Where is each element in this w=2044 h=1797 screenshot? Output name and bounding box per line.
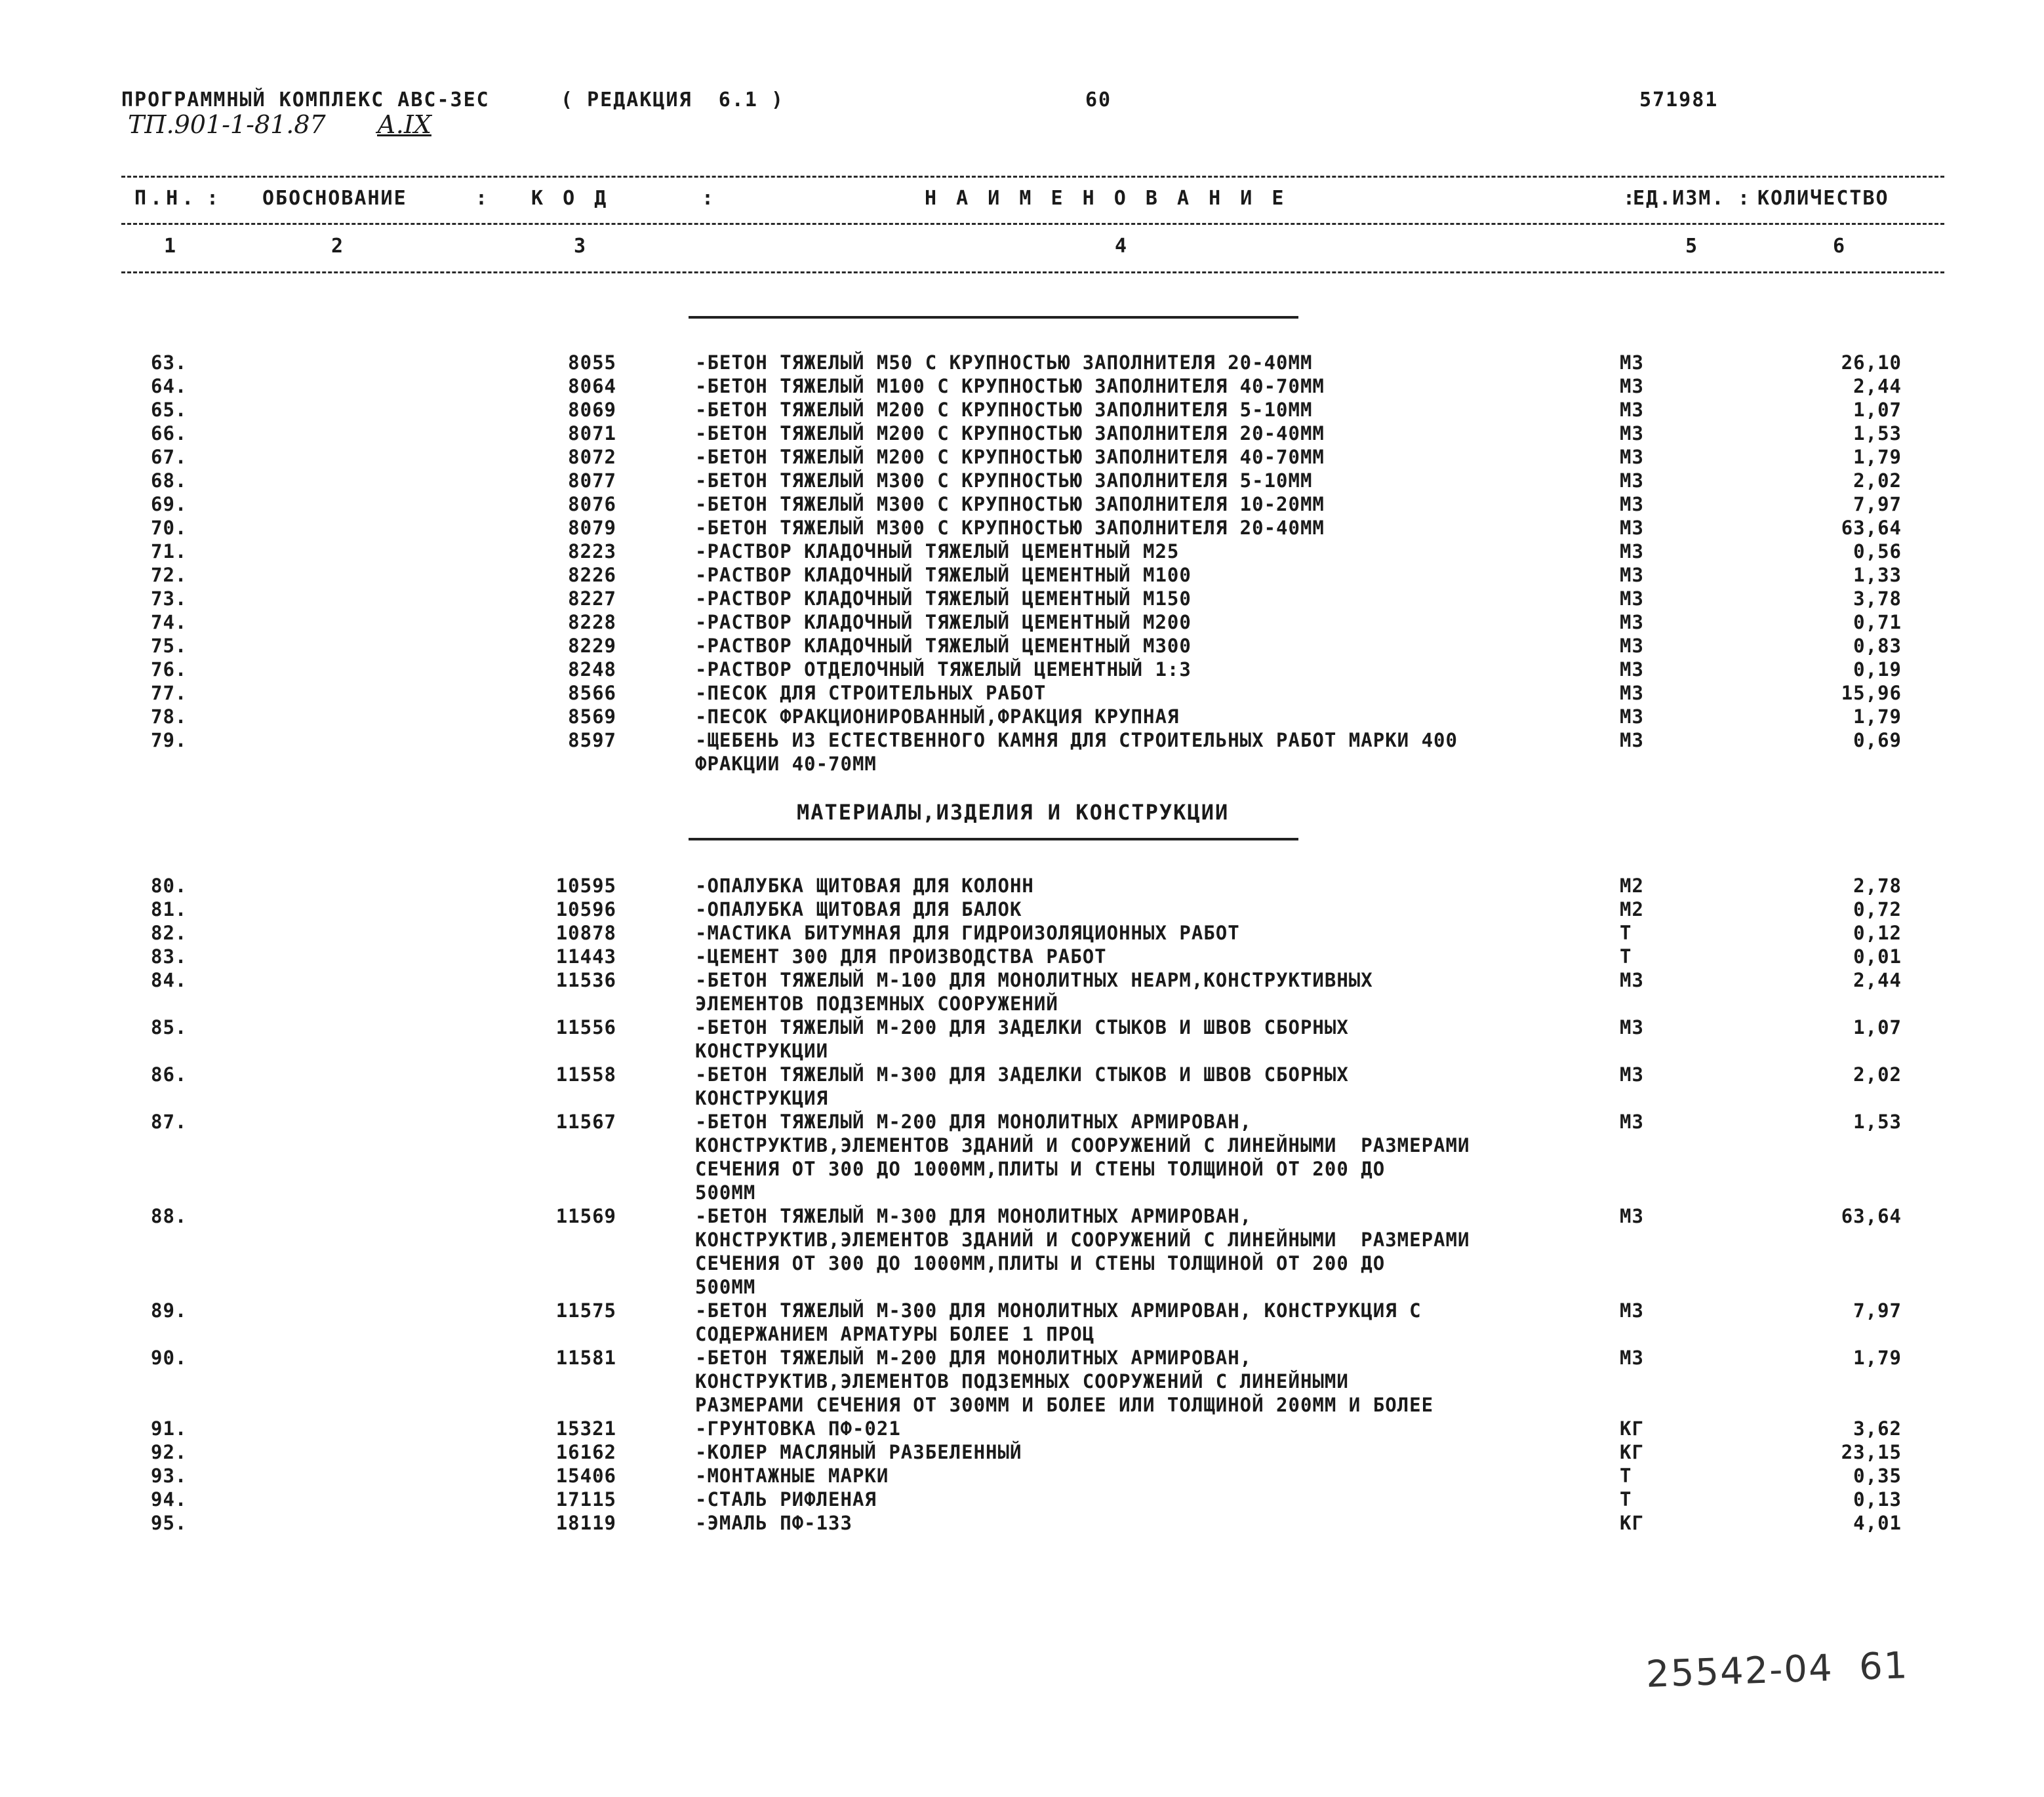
row-number: 90. <box>151 1347 188 1369</box>
col-number-5: 5 <box>1685 235 1698 258</box>
row-name: -ГРУНТОВКА ПФ-021 <box>695 1417 901 1440</box>
row-unit: М3 <box>1620 351 1644 374</box>
row-name: -БЕТОН ТЯЖЕЛЫЙ М-200 ДЛЯ МОНОЛИТНЫХ АРМИРОВАН, КОНСТРУКТИВ,ЭЛЕМЕНТОВ ПОДЗЕМНЫХ СООРУЖЕНИЙ С ЛИНЕЙНЫМИ РАЗМЕРАМИ СЕЧЕНИЯ ОТ 300ММ И БОЛЕЕ ИЛИ ТОЛЩИНОЙ 200ММ И БОЛЕЕ <box>695 1347 1434 1416</box>
row-number: 93. <box>151 1465 188 1487</box>
row-quantity: 1,79 <box>1853 1347 1902 1369</box>
row-name: -БЕТОН ТЯЖЕЛЫЙ М300 С КРУПНОСТЬЮ ЗАПОЛНИТЕЛЯ 20-40ММ <box>695 517 1325 539</box>
row-unit: М3 <box>1620 1347 1644 1369</box>
row-number: 92. <box>151 1441 188 1463</box>
handwritten-stamp: 25542-04 61 <box>1645 1644 1910 1696</box>
row-name: -БЕТОН ТЯЖЕЛЫЙ М200 С КРУПНОСТЬЮ ЗАПОЛНИТЕЛЯ 5-10ММ <box>695 399 1313 421</box>
page-number: 60 <box>1085 89 1112 111</box>
row-quantity: 1,79 <box>1853 446 1902 468</box>
row-unit: М3 <box>1620 446 1644 468</box>
row-number: 85. <box>151 1016 188 1038</box>
row-quantity: 1,79 <box>1853 705 1902 728</box>
row-name: -БЕТОН ТЯЖЕЛЫЙ М100 С КРУПНОСТЬЮ ЗАПОЛНИТЕЛЯ 40-70ММ <box>695 375 1325 397</box>
row-code: 11569 <box>555 1205 616 1227</box>
row-quantity: 0,72 <box>1853 898 1902 920</box>
row-code: 11558 <box>555 1063 616 1086</box>
row-code: 11581 <box>555 1347 616 1369</box>
row-quantity: 1,33 <box>1853 564 1902 586</box>
row-unit: М3 <box>1620 493 1644 515</box>
col-number-6: 6 <box>1833 235 1845 258</box>
row-unit: М2 <box>1620 898 1644 920</box>
row-name: -РАСТВОР КЛАДОЧНЫЙ ТЯЖЕЛЫЙ ЦЕМЕНТНЫЙ М300 <box>695 635 1192 657</box>
row-quantity: 0,71 <box>1853 611 1902 633</box>
row-unit: М3 <box>1620 682 1644 704</box>
row-number: 75. <box>151 635 188 657</box>
row-unit: Т <box>1620 945 1632 968</box>
row-name: -БЕТОН ТЯЖЕЛЫЙ М50 С КРУПНОСТЬЮ ЗАПОЛНИТЕЛЯ 20-40ММ <box>695 351 1313 374</box>
row-code: 8229 <box>568 635 616 657</box>
row-code: 8248 <box>568 658 616 681</box>
row-number: 67. <box>151 446 188 468</box>
row-number: 66. <box>151 422 188 444</box>
col-header-unit: ЕД.ИЗМ. <box>1633 187 1725 210</box>
row-name: -СТАЛЬ РИФЛЕНАЯ <box>695 1488 877 1511</box>
row-code: 8064 <box>568 375 616 397</box>
row-unit: М3 <box>1620 969 1644 991</box>
row-number: 78. <box>151 705 188 728</box>
row-unit: Т <box>1620 1465 1632 1487</box>
row-name: -БЕТОН ТЯЖЕЛЫЙ М300 С КРУПНОСТЬЮ ЗАПОЛНИТЕЛЯ 5-10ММ <box>695 469 1313 492</box>
row-quantity: 0,56 <box>1853 540 1902 563</box>
row-number: 91. <box>151 1417 188 1440</box>
row-unit: М2 <box>1620 875 1644 897</box>
col-sep: : <box>1738 187 1750 210</box>
row-quantity: 1,07 <box>1853 399 1902 421</box>
row-quantity: 1,07 <box>1853 1016 1902 1038</box>
col-header-name: Н А И М Е Н О В А Н И Е <box>925 187 1288 210</box>
row-number: 70. <box>151 517 188 539</box>
row-number: 79. <box>151 729 188 751</box>
row-quantity: 2,02 <box>1853 469 1902 492</box>
col-header-pn: П.Н. <box>134 187 198 210</box>
row-number: 77. <box>151 682 188 704</box>
row-unit: М3 <box>1620 658 1644 681</box>
col-sep: : <box>475 187 488 210</box>
row-number: 64. <box>151 375 188 397</box>
row-name: -КОЛЕР МАСЛЯНЫЙ РАЗБЕЛЕННЫЙ <box>695 1441 1022 1463</box>
row-unit: М3 <box>1620 729 1644 751</box>
row-unit: М3 <box>1620 1299 1644 1322</box>
row-unit: КГ <box>1620 1512 1644 1534</box>
row-quantity: 2,44 <box>1853 969 1902 991</box>
row-unit: М3 <box>1620 564 1644 586</box>
row-number: 81. <box>151 898 188 920</box>
row-code: 16162 <box>555 1441 616 1463</box>
row-name: -РАСТВОР ОТДЕЛОЧНЫЙ ТЯЖЕЛЫЙ ЦЕМЕНТНЫЙ 1:3 <box>695 658 1192 681</box>
document-code: 571981 <box>1639 89 1719 111</box>
row-quantity: 26,10 <box>1841 351 1902 374</box>
row-name: -ЭМАЛЬ ПФ-133 <box>695 1512 852 1534</box>
row-name: -ПЕСОК ДЛЯ СТРОИТЕЛЬНЫХ РАБОТ <box>695 682 1047 704</box>
row-number: 80. <box>151 875 188 897</box>
row-code: 8072 <box>568 446 616 468</box>
row-code: 11556 <box>555 1016 616 1038</box>
col-header-basis: ОБОСНОВАНИЕ <box>262 187 407 210</box>
row-code: 11567 <box>555 1111 616 1133</box>
row-number: 69. <box>151 493 188 515</box>
row-code: 11536 <box>555 969 616 991</box>
row-code: 8569 <box>568 705 616 728</box>
row-unit: М3 <box>1620 540 1644 563</box>
row-quantity: 0,83 <box>1853 635 1902 657</box>
row-unit: КГ <box>1620 1417 1644 1440</box>
row-number: 87. <box>151 1111 188 1133</box>
row-quantity: 4,01 <box>1853 1512 1902 1534</box>
row-quantity: 2,44 <box>1853 375 1902 397</box>
row-code: 8227 <box>568 587 616 610</box>
row-quantity: 7,97 <box>1853 493 1902 515</box>
row-number: 68. <box>151 469 188 492</box>
row-quantity: 3,78 <box>1853 587 1902 610</box>
section-title: МАТЕРИАЛЫ,ИЗДЕЛИЯ И КОНСТРУКЦИИ <box>797 800 1230 825</box>
row-quantity: 1,53 <box>1853 422 1902 444</box>
row-quantity: 0,69 <box>1853 729 1902 751</box>
row-name: -БЕТОН ТЯЖЕЛЫЙ М-200 ДЛЯ МОНОЛИТНЫХ АРМИРОВАН, КОНСТРУКТИВ,ЭЛЕМЕНТОВ ЗДАНИЙ И СООРУЖЕНИЙ С ЛИНЕЙНЫМИ РАЗМЕРАМИ СЕЧЕНИЯ ОТ 300 ДО 1000ММ,ПЛИТЫ И СТЕНЫ ТОЛЩИНОЙ ОТ 200 ДО 500ММ <box>695 1111 1470 1204</box>
row-unit: М3 <box>1620 469 1644 492</box>
row-unit: Т <box>1620 1488 1632 1511</box>
row-name: -ЩЕБЕНЬ ИЗ ЕСТЕСТВЕННОГО КАМНЯ ДЛЯ СТРОИТЕЛЬНЫХ РАБОТ МАРКИ 400 ФРАКЦИИ 40-70ММ <box>695 729 1458 775</box>
row-name: -ОПАЛУБКА ЩИТОВАЯ ДЛЯ КОЛОНН <box>695 875 1034 897</box>
handwritten-album: А.IX <box>377 110 431 139</box>
row-unit: М3 <box>1620 375 1644 397</box>
row-code: 10878 <box>555 922 616 944</box>
row-unit: М3 <box>1620 705 1644 728</box>
row-number: 76. <box>151 658 188 681</box>
row-name: -МОНТАЖНЫЕ МАРКИ <box>695 1465 889 1487</box>
row-number: 73. <box>151 587 188 610</box>
row-name: -БЕТОН ТЯЖЕЛЫЙ М300 С КРУПНОСТЬЮ ЗАПОЛНИТЕЛЯ 10-20ММ <box>695 493 1325 515</box>
row-name: -БЕТОН ТЯЖЕЛЫЙ М200 С КРУПНОСТЬЮ ЗАПОЛНИТЕЛЯ 40-70ММ <box>695 446 1325 468</box>
row-quantity: 0,12 <box>1853 922 1902 944</box>
row-unit: М3 <box>1620 1111 1644 1133</box>
row-code: 15406 <box>555 1465 616 1487</box>
row-code: 11443 <box>555 945 616 968</box>
row-code: 8055 <box>568 351 616 374</box>
row-unit: М3 <box>1620 611 1644 633</box>
row-quantity: 1,53 <box>1853 1111 1902 1133</box>
col-number-1: 1 <box>164 235 176 258</box>
row-quantity: 7,97 <box>1853 1299 1902 1322</box>
row-unit: М3 <box>1620 1016 1644 1038</box>
col-number-3: 3 <box>574 235 586 258</box>
row-number: 86. <box>151 1063 188 1086</box>
row-quantity: 63,64 <box>1841 1205 1902 1227</box>
row-name: -БЕТОН ТЯЖЕЛЫЙ М-300 ДЛЯ МОНОЛИТНЫХ АРМИРОВАН, КОНСТРУКТИВ,ЭЛЕМЕНТОВ ЗДАНИЙ И СООРУЖЕНИЙ С ЛИНЕЙНЫМИ РАЗМЕРАМИ СЕЧЕНИЯ ОТ 300 ДО 1000ММ,ПЛИТЫ И СТЕНЫ ТОЛЩИНОЙ ОТ 200 ДО 500ММ <box>695 1205 1470 1298</box>
col-header-code: К О Д <box>531 187 611 210</box>
row-quantity: 2,02 <box>1853 1063 1902 1086</box>
row-code: 17115 <box>555 1488 616 1511</box>
row-code: 8226 <box>568 564 616 586</box>
row-code: 18119 <box>555 1512 616 1534</box>
edition-label: ( РЕДАКЦИЯ 6.1 ) <box>561 89 785 111</box>
row-name: -РАСТВОР КЛАДОЧНЫЙ ТЯЖЕЛЫЙ ЦЕМЕНТНЫЙ М100 <box>695 564 1192 586</box>
row-number: 84. <box>151 969 188 991</box>
row-name: -БЕТОН ТЯЖЕЛЫЙ М-200 ДЛЯ ЗАДЕЛКИ СТЫКОВ И ШВОВ СБОРНЫХ КОНСТРУКЦИИ <box>695 1016 1349 1062</box>
row-name: -БЕТОН ТЯЖЕЛЫЙ М-100 ДЛЯ МОНОЛИТНЫХ НЕАРМ,КОНСТРУКТИВНЫХ ЭЛЕМЕНТОВ ПОДЗЕМНЫХ СООРУЖЕНИЙ <box>695 969 1373 1015</box>
row-quantity: 23,15 <box>1841 1441 1902 1463</box>
row-name: -БЕТОН ТЯЖЕЛЫЙ М-300 ДЛЯ ЗАДЕЛКИ СТЫКОВ И ШВОВ СБОРНЫХ КОНСТРУКЦИЯ <box>695 1063 1349 1109</box>
row-code: 15321 <box>555 1417 616 1440</box>
row-name: -РАСТВОР КЛАДОЧНЫЙ ТЯЖЕЛЫЙ ЦЕМЕНТНЫЙ М150 <box>695 587 1192 610</box>
col-header-qty: КОЛИЧЕСТВО <box>1757 187 1889 210</box>
row-quantity: 2,78 <box>1853 875 1902 897</box>
row-quantity: 0,13 <box>1853 1488 1902 1511</box>
row-code: 8077 <box>568 469 616 492</box>
row-code: 8071 <box>568 422 616 444</box>
row-unit: М3 <box>1620 587 1644 610</box>
row-number: 88. <box>151 1205 188 1227</box>
row-number: 72. <box>151 564 188 586</box>
row-code: 8223 <box>568 540 616 563</box>
col-number-4: 4 <box>1115 235 1127 258</box>
handwritten-reference: ТП.901-1-81.87 <box>128 110 326 139</box>
row-name: -БЕТОН ТЯЖЕЛЫЙ М200 С КРУПНОСТЬЮ ЗАПОЛНИТЕЛЯ 20-40ММ <box>695 422 1325 444</box>
row-number: 71. <box>151 540 188 563</box>
col-sep: : <box>702 187 714 210</box>
row-number: 65. <box>151 399 188 421</box>
row-quantity: 3,62 <box>1853 1417 1902 1440</box>
row-code: 8566 <box>568 682 616 704</box>
row-number: 83. <box>151 945 188 968</box>
col-sep: : <box>207 187 219 210</box>
row-name: -РАСТВОР КЛАДОЧНЫЙ ТЯЖЕЛЫЙ ЦЕМЕНТНЫЙ М25 <box>695 540 1180 563</box>
row-number: 89. <box>151 1299 188 1322</box>
row-code: 10595 <box>555 875 616 897</box>
row-quantity: 0,01 <box>1853 945 1902 968</box>
row-unit: М3 <box>1620 1205 1644 1227</box>
row-code: 8076 <box>568 493 616 515</box>
row-unit: М3 <box>1620 399 1644 421</box>
row-code: 8079 <box>568 517 616 539</box>
row-unit: М3 <box>1620 1063 1644 1086</box>
row-name: -ПЕСОК ФРАКЦИОНИРОВАННЫЙ,ФРАКЦИЯ КРУПНАЯ <box>695 705 1180 728</box>
col-number-2: 2 <box>331 235 344 258</box>
row-name: -ОПАЛУБКА ЩИТОВАЯ ДЛЯ БАЛОК <box>695 898 1022 920</box>
row-code: 8228 <box>568 611 616 633</box>
row-quantity: 63,64 <box>1841 517 1902 539</box>
row-code: 8069 <box>568 399 616 421</box>
col-sep: : <box>1623 187 1635 210</box>
row-unit: М3 <box>1620 422 1644 444</box>
row-code: 8597 <box>568 729 616 751</box>
row-name: -МАСТИКА БИТУМНАЯ ДЛЯ ГИДРОИЗОЛЯЦИОННЫХ РАБОТ <box>695 922 1240 944</box>
row-name: -ЦЕМЕНТ 300 ДЛЯ ПРОИЗВОДСТВА РАБОТ <box>695 945 1107 968</box>
row-number: 94. <box>151 1488 188 1511</box>
row-number: 74. <box>151 611 188 633</box>
row-number: 82. <box>151 922 188 944</box>
row-unit: М3 <box>1620 635 1644 657</box>
row-code: 10596 <box>555 898 616 920</box>
row-number: 63. <box>151 351 188 374</box>
row-code: 11575 <box>555 1299 616 1322</box>
row-quantity: 0,35 <box>1853 1465 1902 1487</box>
row-number: 95. <box>151 1512 188 1534</box>
program-name: ПРОГРАММНЫЙ КОМПЛЕКС АВС-3ЕС <box>121 89 490 111</box>
row-quantity: 0,19 <box>1853 658 1902 681</box>
row-name: -РАСТВОР КЛАДОЧНЫЙ ТЯЖЕЛЫЙ ЦЕМЕНТНЫЙ М200 <box>695 611 1192 633</box>
row-unit: КГ <box>1620 1441 1644 1463</box>
row-quantity: 15,96 <box>1841 682 1902 704</box>
row-unit: Т <box>1620 922 1632 944</box>
row-unit: М3 <box>1620 517 1644 539</box>
row-name: -БЕТОН ТЯЖЕЛЫЙ М-300 ДЛЯ МОНОЛИТНЫХ АРМИРОВАН, КОНСТРУКЦИЯ С СОДЕРЖАНИЕМ АРМАТУРЫ БОЛЕЕ 1 ПРОЦ <box>695 1299 1422 1345</box>
